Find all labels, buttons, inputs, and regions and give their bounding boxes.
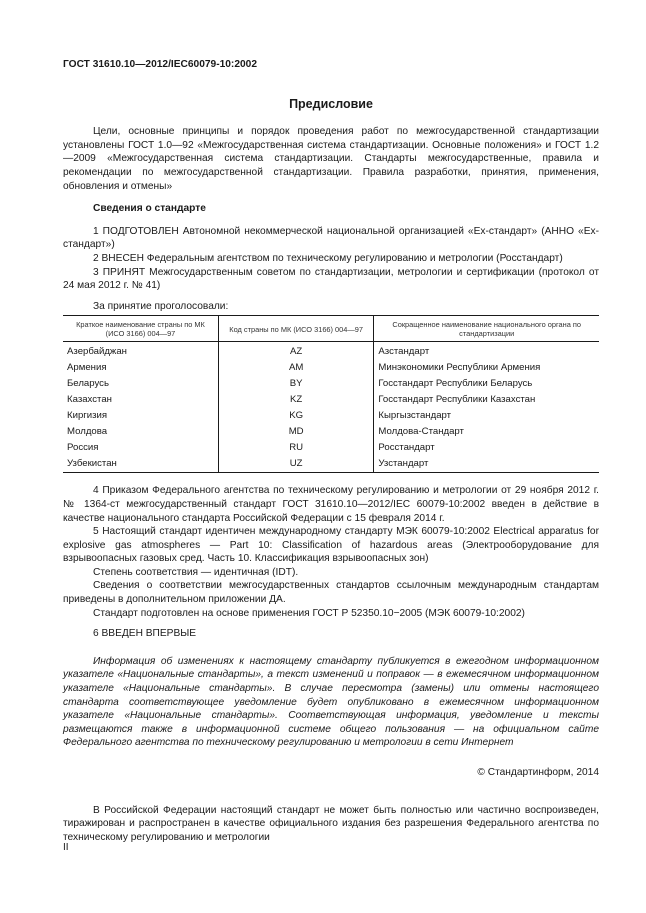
table-row — [63, 440, 599, 456]
country-cell: Армения — [67, 362, 107, 374]
country-cell: Казахстан — [67, 394, 112, 406]
col-country-header: Краткое наименование страны по МК (ИСО 3166) 004—97 — [63, 316, 218, 342]
code-cell: UZ — [218, 456, 373, 473]
code-cell: AM — [218, 360, 373, 376]
section-heading: Сведения о стандарте — [93, 203, 206, 215]
copyright-line: © Стандартинформ, 2014 — [477, 767, 599, 778]
body-cell: Азстандарт — [374, 342, 599, 361]
intro-paragraph: Цели, основные принципы и порядок проведения работ по межгосударственной стандартизации установлены ГОСТ 1.0—92 «Межгосударственная система стандартизации. Основные положения» и ГОСТ 1.2—2009 «Межгосударственная система стандартизации. Стандарты межгосударственные, правила и рекомендации по межгосударственной стандартизации. Правила разработки, принятия, применения, обновления и отмены» — [63, 126, 599, 192]
item-3-adopted: 3 ПРИНЯТ Межгосударственным советом по стандартизации, метрологии и сертификации (протокол от 24 мая 2012 г. № 41) — [63, 266, 599, 292]
body-cell: Узстандарт — [374, 456, 599, 473]
page-title: Предисловие — [289, 96, 373, 111]
body-cell: Госстандарт Республики Беларусь — [374, 376, 599, 392]
table-row — [63, 342, 599, 361]
voted-label: За принятие проголосовали: — [93, 300, 229, 312]
table-row — [63, 456, 599, 473]
item-2-introduced: 2 ВНЕСЕН Федеральным агентством по техническому регулированию и метрологии (Росстандарт) — [93, 252, 563, 264]
body-cell: Минэкономики Республики Армения — [374, 360, 599, 376]
body-cell: Молдова-Стандарт — [374, 424, 599, 440]
code-cell: AZ — [218, 342, 373, 361]
item-5-identical: 5 Настоящий стандарт идентичен международному стандарту МЭК 60079-10:2002 Electrical apparatus for explosive gas atmospheres — Part 10: Classification of hazardous areas (Электрооборудование для взрывоопасных газовых сред. Часть 10. Классификация взрывоопасных зон) — [63, 526, 599, 565]
country-cell: Молдова — [67, 426, 108, 438]
table-row — [63, 408, 599, 424]
voting-states-table — [63, 315, 599, 473]
country-cell: Россия — [67, 442, 99, 454]
item-5-basis: Стандарт подготовлен на основе применения ГОСТ Р 52350.10−2005 (МЭК 60079-10:2002) — [93, 607, 525, 619]
country-cell: Беларусь — [67, 378, 109, 390]
table-row — [63, 360, 599, 376]
code-cell: BY — [218, 376, 373, 392]
changes-info-note: Информация об изменениях к настоящему стандарту публикуется в ежегодном информационном указателе «Национальные стандарты», а текст изменений и поправок — в ежемесячном информационном указателе «Национальные стандарты». В случае пересмотра (замены) или отмены настоящего стандарта соответствующее уведомление будет опубликовано в ежемесячном информационном указателе «Национальные стандарты». Соответствующая информация, уведомление и тексты размещаются также в информационной системе общего пользования — на официальном сайте Федерального агентства по техническому регулированию и метрологии в сети Интернет — [63, 655, 599, 749]
country-cell: Узбекистан — [67, 458, 117, 470]
body-cell: Госстандарт Республики Казахстан — [374, 392, 599, 408]
country-cell: Киргизия — [67, 410, 108, 422]
item-5-degree: Степень соответствия — идентичная (IDT). — [93, 566, 299, 578]
table-row — [63, 392, 599, 408]
code-cell: RU — [218, 440, 373, 456]
item-1-prepared: 1 ПОДГОТОВЛЕН Автономной некоммерческой национальной организацией «Ex-стандарт» (АННО «Ex-стандарт») — [63, 225, 599, 251]
col-code-header: Код страны по МК (ИСО 3166) 004—97 — [218, 316, 373, 342]
code-cell: KG — [218, 408, 373, 424]
table-row — [63, 376, 599, 392]
item-4-order: 4 Приказом Федерального агентства по техническому регулированию и метрологии от 29 ноября 2012 г. № 1364-ст межгосударственный стандарт ГОСТ 31610.10—2012/IEC 60079-10:2002 введен в действие в качестве национального стандарта Российской Федерации с 15 февраля 2014 г. — [63, 485, 599, 524]
standard-designation: ГОСТ 31610.10—2012/IEC60079-10:2002 — [63, 59, 257, 70]
reproduction-notice: В Российской Федерации настоящий стандарт не может быть полностью или частично воспроизведен, тиражирован и распространен в качестве официального издания без разрешения Федерального агентства по техническому регулированию и метрологии — [63, 804, 599, 843]
col-body-header: Сокращенное наименование национального органа по стандартизации — [374, 316, 599, 342]
table-row — [63, 424, 599, 440]
code-cell: KZ — [218, 392, 373, 408]
code-cell: MD — [218, 424, 373, 440]
item-6-introduced-first: 6 ВВЕДЕН ВПЕРВЫЕ — [93, 628, 197, 640]
body-cell: Кыргызстандарт — [374, 408, 599, 424]
country-cell: Азербайджан — [67, 346, 127, 358]
page-number: II — [63, 842, 69, 853]
item-5-references: Сведения о соответствии межгосударственных стандартов ссылочным международным стандартам приведены в дополнительном приложении ДА. — [63, 580, 599, 606]
table-header-row — [63, 316, 599, 342]
body-cell: Росстандарт — [374, 440, 599, 456]
